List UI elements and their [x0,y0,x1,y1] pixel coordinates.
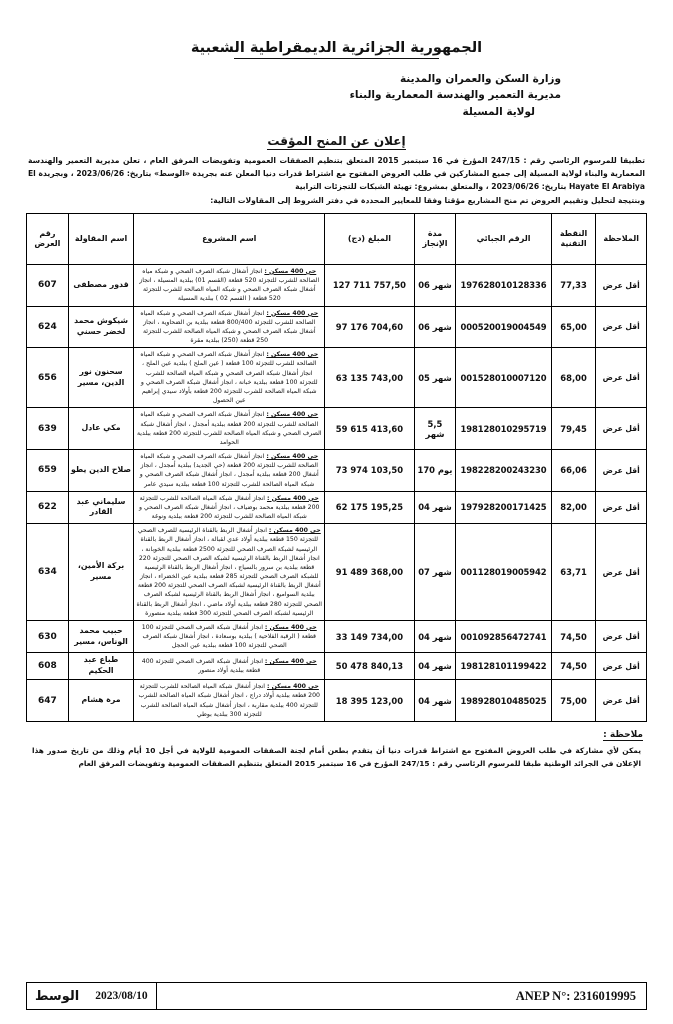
anep-number: ANEP N°: 2316019995 [515,988,636,1003]
table-row [27,408,647,450]
project-lead-label: حي 400 مسكن : [266,411,319,419]
cell-note: أقل عرض [596,450,647,492]
project-description: انجاز أشغال شبكة الصرف الصحي و شبكة المياه الصالحة للشرب للتجزئة 200 قطعة (حي الجديد) ببلدية أمجدل ، انجاز أشغال 200 قطعة ببلدية أمجدل ، انجاز أشغال شبكة الصرف الصحي و شبكة المياه الصالحة للشرب للتجزئة 100 قطعة ببلدية سيدي عامر [139,453,319,488]
table-row [27,653,647,680]
column-header-offer-number: رقم العرض [27,213,69,264]
footer-bar [26,982,647,1010]
cell-duration: 04 شهر [414,620,456,653]
table-header [27,213,647,264]
intro-paragraph-1: تطبيقا للمرسوم الرئاسي رقم : 247/15 المؤرخ في 16 سبتمبر 2015 المتعلق بتنظيم الصفقات العمومية وتفويضات المرفق العام ، تعلن مديرية التعمير والهندسة المعمارية والبناء لولاية المسيلة إلى جميع المشاركين في طلب العروض المفتوح مع اشتراط قدرات دنيا المعلن عنه بجريدة «الوسط» بتاريخ: 2023/06/26 ، وبجريدة El Hayate El Arabiya بتاريخ: 2023/06/26 ، والمتعلق بمشروع: تهيئة الشبكات للتجزئات الترابية [28,155,645,192]
cell-amount: 18 395 123,00 [325,680,414,722]
cell-project-name [134,348,325,408]
cell-note: أقل عرض [596,348,647,408]
announcement-title [26,134,647,148]
column-header-amount: المبلغ (دج) [325,213,414,264]
cell-offer-number: 639 [27,408,69,450]
cell-contractor: مكي عادل [68,408,134,450]
cell-technical-score: 66,06 [551,450,596,492]
cell-project-name [134,264,325,306]
table-row [27,491,647,524]
cell-duration: 05 شهر [414,348,456,408]
cell-note: أقل عرض [596,264,647,306]
table-row [27,348,647,408]
wilaya-line: لولاية المسيلة [462,105,535,118]
project-description: انجاز أشغال شبكة الصرف الصحي و شبكة المياه الصالحة للشرب للتجزئة 200 قطعة ببلدية أمجدل ، انجاز أشغال شبكة الصرف الصحي و شبكة المياه الصالحة للشرب للتجزئة 200 قطعة ببلدية الحوامد [136,411,322,446]
project-lead-label: حي 400 مسكن : [264,658,317,666]
project-lead-label: حي 400 مسكن : [266,453,319,461]
column-header-contractor: اسم المقاولة [68,213,134,264]
table-row [27,680,647,722]
remark-body: يمكن لأي مشاركة في طلب العروض المفتوح مع اشتراط قدرات دنيا أن يتقدم بطعن أمام لجنة الصفقات العمومية للولاية في أجل 10 أيام وذلك من تاريخ صدور هذا الإعلان في الجرائد الوطنية طبقا للمرسوم الرئاسي رقم : 247/15 المؤرخ في 16 سبتمبر 2015 المتعلق بتنظيم الصفقات العمومية وتفويضات المرفق العام [32,745,641,769]
cell-tax-number: 000520019004549 [456,306,551,348]
cell-contractor: بركة الأمين، مسير [68,524,134,621]
project-description: انجاز أشغال شبكة الصرف الصحي للتجزئة 100 قطعة ( الرقبة الفلاحية ) ببلدية بوسعادة ، انجاز أشغال شبكة الصرف الصحي للتجزئة 100 قطعة ببلدية عين الحجل [141,623,316,650]
cell-offer-number: 647 [27,680,69,722]
publication-date: 2023/08/10 [87,983,156,1009]
project-lead-label: حي 400 مسكن : [264,267,317,275]
cell-contractor: صلاح الدين يطو [68,450,134,492]
cell-duration: 06 شهر [414,264,456,306]
republic-heading: الجمهورية الجزائرية الديمقراطية الشعبية [26,40,647,59]
cell-offer-number: 634 [27,524,69,621]
cell-project-name [134,620,325,653]
project-lead-label: حي 400 مسكن : [268,527,321,535]
cell-technical-score: 77,33 [551,264,596,306]
cell-technical-score: 74,50 [551,620,596,653]
cell-contractor: سليماني عبد القادر [68,491,134,524]
cell-note: أقل عرض [596,306,647,348]
cell-amount: 33 149 734,00 [325,620,414,653]
cell-technical-score: 79,45 [551,408,596,450]
cell-offer-number: 659 [27,450,69,492]
ministry-block [26,71,647,120]
cell-amount: 62 175 195,25 [325,491,414,524]
cell-duration: 04 شهر [414,653,456,680]
cell-project-name [134,524,325,621]
cell-contractor: شيكوش محمد لخضر حسني [68,306,134,348]
cell-project-name [134,408,325,450]
cell-technical-score: 75,00 [551,680,596,722]
cell-tax-number: 198128010295719 [456,408,551,450]
cell-project-name [134,450,325,492]
cell-contractor: حبيب محمد الوناس، مسير [68,620,134,653]
cell-technical-score: 65,00 [551,306,596,348]
directorate-line: مديرية التعمير والهندسة المعمارية والبناء [349,89,561,102]
project-lead-label: حي 400 مسكن : [264,623,317,631]
cell-amount: 50 478 840,13 [325,653,414,680]
intro-text [28,154,645,207]
remark-title [26,730,647,740]
cell-contractor: قدور مصطفى [68,264,134,306]
cell-project-name [134,491,325,524]
cell-tax-number: 001092856472741 [456,620,551,653]
remark-title-text: ملاحظة : [603,729,643,740]
ministry-line: وزارة السكن والعمران والمدينة [399,73,561,85]
cell-offer-number: 607 [27,264,69,306]
cell-amount: 63 135 743,00 [325,348,414,408]
column-header-project-name: اسم المشروع [134,213,325,264]
cell-project-name [134,306,325,348]
table-row [27,524,647,621]
cell-offer-number: 608 [27,653,69,680]
cell-tax-number: 001528010007120 [456,348,551,408]
cell-technical-score: 68,00 [551,348,596,408]
table-header-row [27,213,647,264]
project-description: انجاز أشغال شبكة الصرف الصحي و شبكة المياه الصالحة للشرب للتجزئة 100 قطعة ( عين الملح ) ببلدية عين الملح ، انجاز أشغال شبكة الصرف الصحي و شبكة المياه الصالحة للشرب للتجزئة 100 قطعة ببلدية خبانة ، انجاز أشغال شبكة الصرف الصحي و شبكة المياه الصالحة للشرب للتجزئة 200 قطعة بأولاد سيدي إبراهيم عين الحصول [140,351,318,405]
column-header-technical-score: النقطة التقنية [551,213,596,264]
cell-contractor: مرة هشام [68,680,134,722]
project-description: انجاز أشغال شبكة الصرف الصحي للتجزئة 400 قطعة ببلدية أولاد منصور [141,658,265,675]
intro-paragraph-2: وبنتيجة لتحليل وتقييم العروض تم منح المشاريع مؤقتا وفقا للمعايير المحددة في دفتر الشروط إلى المقاولات التالية: [210,195,645,205]
newspaper-name: الوسط [35,988,80,1004]
cell-note: أقل عرض [596,680,647,722]
cell-amount: 127 711 757,50 [325,264,414,306]
cell-offer-number: 624 [27,306,69,348]
cell-tax-number: 198128101199422 [456,653,551,680]
cell-note: أقل عرض [596,620,647,653]
project-description: انجاز أشغال شبكة المياه الصالحة للشرب للتجزئة 200 قطعة ببلدية أولاد دراج ، انجاز أشغال شبكة المياه الصالحة للشرب للتجزئة 400 ببلدية مقاربة ، انجاز أشغال شبكة المياه الصالحة للشرب للتجزئة 300 ببلدية بوطي [138,683,320,718]
cell-project-name [134,653,325,680]
cell-note: أقل عرض [596,653,647,680]
project-lead-label: حي 400 مسكن : [266,351,319,359]
cell-note: أقل عرض [596,408,647,450]
project-description: انجاز أشغال شبكة الصرف الصحي و شبكة المياه الصالحة للشرب للتجزئة 800/400 قطعة ببلدية بن الضحاوية ، انجاز أشغال شبكة الصرف الصحي و شبكة المياه الصالحة للشرب للتجزئة 250 قطعة (250) ببلدية مقرة [140,309,316,345]
project-description: انجاز أشغال شبكة الصرف الصحي و شبكة مياه الصالحة للشرب للتجزئة 520 قطعة (القسم 01) ببلدية المسيلة ، انجاز أشغال شبكة الصرف الصحي و شبكة المياه الصالحة للشرب للتجزئة 520 قطعة ( القسم 02 ) ببلدية المسيلة [139,267,320,303]
cell-amount: 73 974 103,50 [325,450,414,492]
footer-spacer [157,983,506,1009]
project-description: انجاز أشغال الربط بالقناة الرئيسية للصرف الصحي للتجزئة 150 قطعة ببلدية أولاد عدي لقبالة ، انجاز أشغال الربط بالقناة الرئيسية لشبكة الصرف الصحي للتجزئة 2500 قطعة ببلدية الخوبانة ، انجاز أشغال الربط بالقناة الرئيسية لشبكة الصرف الصحي للتجزئة 220 قطعة ببلدية بن سرور بالسياج ، انجاز أشغال الربط بالقناة الرئيسية للشبكة الصرف الصحي للتجزئة 285 قطعة ببلدية عين الخضراء ، انجاز أشغال الربط بالقناة الرئيسية لشبكة الصرف الصحي للتجزئة 200 قطعة ببلدية السواميع ، انجاز أشغال الربط بالقناة الرئيسية لشبكة الصرف الصحي للتجزئة 280 قطعة ببلدية أولاد ماضي ، انجاز أشغال الربط بالقناة الرئيسية لشبكة الصرف الصحي للتجزئة 300 قطعة ببلدية منصورة [136,527,323,617]
cell-amount: 91 489 368,00 [325,524,414,621]
cell-technical-score: 63,71 [551,524,596,621]
cell-technical-score: 82,00 [551,491,596,524]
cell-amount: 59 615 413,60 [325,408,414,450]
cell-offer-number: 622 [27,491,69,524]
cell-offer-number: 630 [27,620,69,653]
cell-duration: 5,5 شهر [414,408,456,450]
cell-duration: 07 شهر [414,524,456,621]
awards-table [26,213,647,722]
cell-note: أقل عرض [596,491,647,524]
column-header-note: الملاحظة [596,213,647,264]
table-row [27,306,647,348]
cell-duration: 04 شهر [414,680,456,722]
cell-tax-number: 001128019005942 [456,524,551,621]
column-header-tax-number: الرقم الجبائي [456,213,551,264]
column-header-duration: مدة الإنجاز [414,213,456,264]
cell-technical-score: 74,50 [551,653,596,680]
cell-tax-number: 198228200243230 [456,450,551,492]
cell-duration: 170 يوم [414,450,456,492]
table-body [27,264,647,721]
cell-tax-number: 197628010128336 [456,264,551,306]
table-row [27,620,647,653]
cell-amount: 97 176 704,60 [325,306,414,348]
cell-tax-number: 197928200171425 [456,491,551,524]
cell-offer-number: 656 [27,348,69,408]
cell-duration: 04 شهر [414,491,456,524]
cell-contractor: طباع عبد الحكيم [68,653,134,680]
project-description: انجاز أشغال شبكة المياه الصالحة للشرب للتجزئة 200 قطعة ببلدية محمد بوضياف ، انجاز أشغال شبكة الصرف الصحي و شبكة المياه الصالحة للشرب للتجزئة 200 قطعة ببلدية ونوغة [139,494,320,521]
announcement-title-text: إعلان عن المنح المؤقت [267,133,406,148]
project-lead-label: حي 400 مسكن : [266,683,319,691]
table-row [27,264,647,306]
table-row [27,450,647,492]
cell-duration: 06 شهر [414,306,456,348]
cell-note: أقل عرض [596,524,647,621]
cell-contractor: سحنون نور الدين، مسير [68,348,134,408]
project-lead-label: حي 400 مسكن : [266,494,319,502]
cell-tax-number: 198928010485025 [456,680,551,722]
cell-project-name [134,680,325,722]
project-lead-label: حي 400 مسكن : [266,309,319,317]
